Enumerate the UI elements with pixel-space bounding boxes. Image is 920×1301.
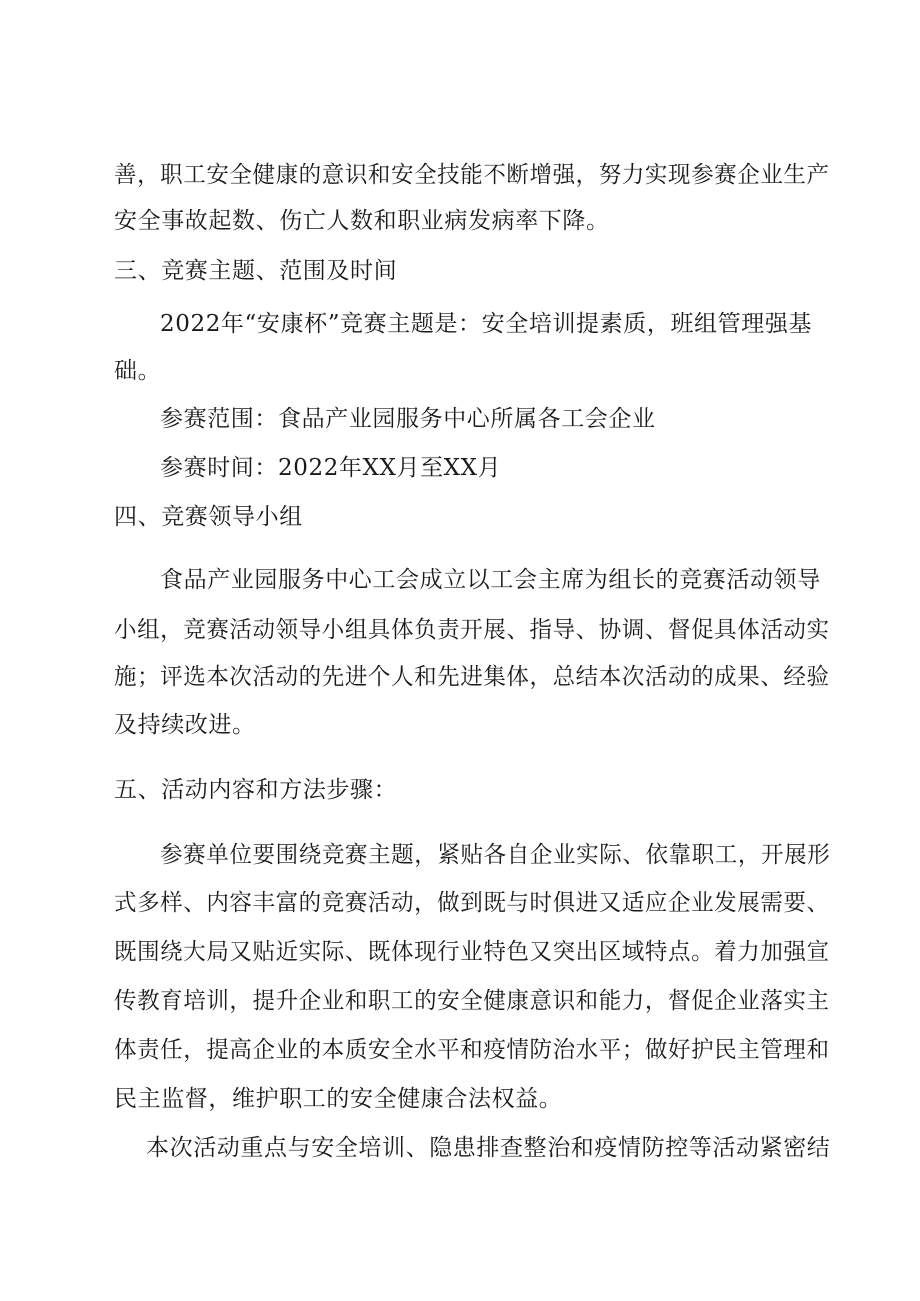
text-line-leader-2: 小组，竞赛活动领导小组具体负责开展、指导、协调、督促具体活动实 xyxy=(114,617,830,643)
section-heading-4: 四、竞赛领导小组 xyxy=(114,504,303,530)
text-line-content-4: 传教育培训，提升企业和职工的安全健康意识和能力，督促企业落实主 xyxy=(114,988,830,1014)
text-line-content-1: 参赛单位要围绕竞赛主题，紧贴各自企业实际、依靠职工，开展形 xyxy=(160,842,831,868)
text-line-leader-1: 食品产业园服务中心工会成立以工会主席为组长的竞赛活动领导 xyxy=(160,567,821,593)
text-line-theme: 2022年“安康杯”竞赛主题是：安全培训提素质，班组管理强基 xyxy=(160,311,813,337)
text-line-content-2: 式多样、内容丰富的竞赛活动，做到既与时俱进又适应企业发展需要、 xyxy=(114,890,830,916)
text-line-theme-cont: 础。 xyxy=(114,358,162,384)
text-line-leader-4: 及持续改进。 xyxy=(114,712,256,738)
section-heading-5: 五、活动内容和方法步骤： xyxy=(114,777,398,803)
section-heading-3: 三、竞赛主题、范围及时间 xyxy=(114,258,398,284)
text-line-content-6: 民主监督，维护职工的安全健康合法权益。 xyxy=(114,1086,563,1112)
text-line-leader-3: 施；评选本次活动的先进个人和先进集体，总结本次活动的成果、经验 xyxy=(114,664,830,690)
text-line-2: 安全事故起数、伤亡人数和职业病发病率下降。 xyxy=(114,208,610,234)
text-line-content-3: 既围绕大局又贴近实际、既体现行业特色又突出区域特点。着力加强宣 xyxy=(114,939,830,965)
text-line-focus: 本次活动重点与安全培训、隐患排查整治和疫情防控等活动紧密结 xyxy=(146,1135,831,1161)
text-line-time: 参赛时间：2022年XX月至XX月 xyxy=(160,455,502,481)
text-line-scope: 参赛范围：食品产业园服务中心所属各工会企业 xyxy=(160,406,656,432)
text-line-1: 善，职工安全健康的意识和安全技能不断增强，努力实现参赛企业生产 xyxy=(114,162,830,188)
text-line-content-5: 体责任，提高企业的本质安全水平和疫情防治水平；做好护民主管理和 xyxy=(114,1037,830,1063)
